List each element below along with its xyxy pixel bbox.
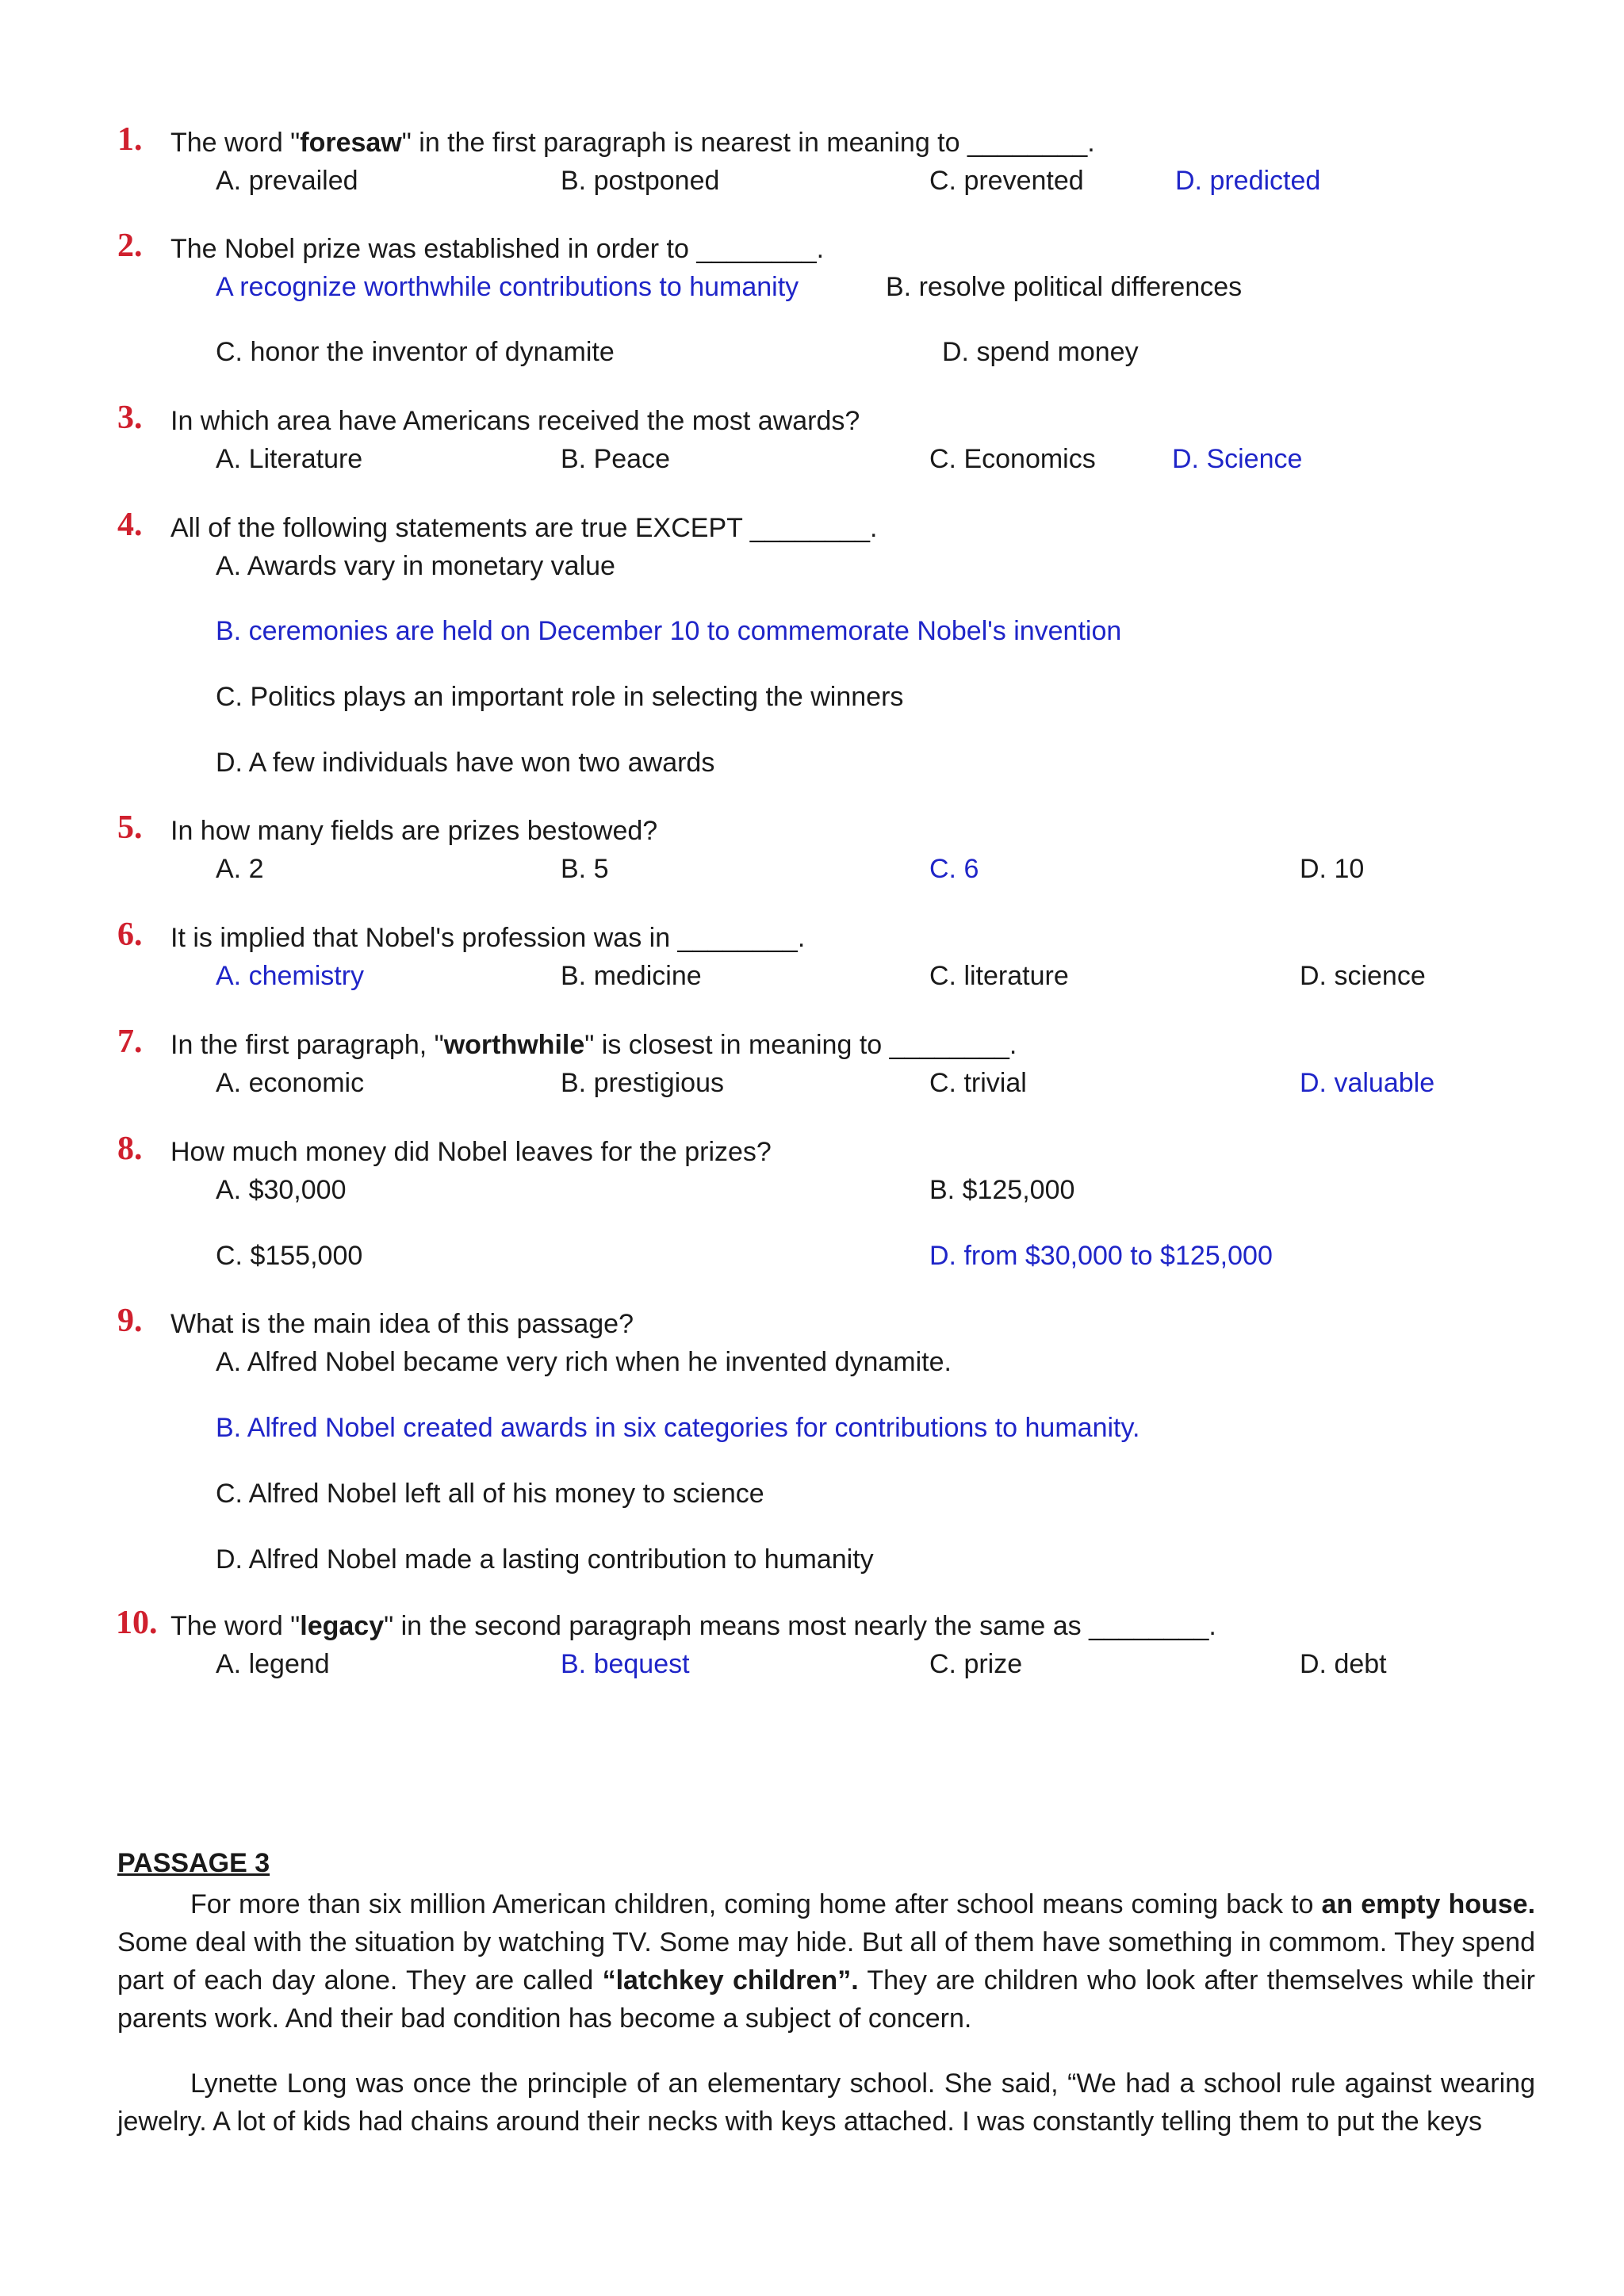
option-d: D. science bbox=[1300, 961, 1426, 991]
emphasis-text: an empty house. bbox=[1321, 1889, 1536, 1919]
option-d: D. A few individuals have won two awards bbox=[216, 748, 715, 778]
option-d-correct: D. Science bbox=[1172, 444, 1303, 474]
question-7 bbox=[117, 1026, 1545, 1102]
option-a: A. 2 bbox=[216, 854, 264, 884]
option-b: B. 5 bbox=[561, 854, 609, 884]
question-number: 3. bbox=[117, 400, 143, 436]
option-c: C. Alfred Nobel left all of his money to science bbox=[216, 1479, 764, 1509]
option-b-correct: B. ceremonies are held on December 10 to commemorate Nobel's invention bbox=[216, 616, 1122, 646]
option-d-correct: D. predicted bbox=[1175, 166, 1321, 196]
option-a-correct: A. chemistry bbox=[216, 961, 365, 991]
question-number: 1. bbox=[117, 121, 143, 158]
question-1 bbox=[117, 121, 1545, 200]
option-c: C. literature bbox=[929, 961, 1069, 991]
emphasis-text: “latchkey children”. bbox=[602, 1965, 859, 1996]
question-number: 9. bbox=[117, 1303, 143, 1339]
option-b-correct: B. bequest bbox=[561, 1649, 690, 1679]
option-c: C. $155,000 bbox=[216, 1241, 363, 1271]
question-stem: It is implied that Nobel's profession was in ________. bbox=[170, 923, 806, 953]
option-b: B. medicine bbox=[561, 961, 702, 991]
question-stem: The word "legacy" in the second paragraph means most nearly the same as ________. bbox=[170, 1611, 1216, 1641]
question-6 bbox=[117, 916, 1545, 995]
question-stem: In the first paragraph, "worthwhile" is closest in meaning to ________. bbox=[170, 1030, 1017, 1060]
passage-title: PASSAGE 3 bbox=[117, 1848, 270, 1878]
passage-paragraph-1: For more than six million American children, coming home after school means coming back to an empty house. Some deal with the situation by watching TV. Some may hide. But all of them have something in commom. They spend part of each day alone. They are called “latchkey children”. They are children who look after themselves while their parents work. And their bad condition has become a subject of concern. bbox=[117, 1889, 1536, 2034]
option-d-correct: D. from $30,000 to $125,000 bbox=[929, 1241, 1273, 1271]
question-number: 10. bbox=[116, 1605, 158, 1641]
question-stem: In how many fields are prizes bestowed? bbox=[170, 816, 658, 846]
question-number: 4. bbox=[117, 507, 143, 543]
option-c: C. prevented bbox=[929, 166, 1084, 196]
option-b: B. Peace bbox=[561, 444, 670, 474]
option-d: D. 10 bbox=[1300, 854, 1365, 884]
question-5 bbox=[117, 809, 1545, 888]
option-c: C. honor the inventor of dynamite bbox=[216, 337, 615, 367]
option-a: A. Literature bbox=[216, 444, 363, 474]
option-a: A. legend bbox=[216, 1649, 330, 1679]
question-number: 6. bbox=[117, 916, 143, 953]
option-c: C. Economics bbox=[929, 444, 1096, 474]
option-d: D. Alfred Nobel made a lasting contribution to humanity bbox=[216, 1544, 874, 1575]
option-b-correct: B. Alfred Nobel created awards in six categories for contributions to humanity. bbox=[216, 1413, 1140, 1443]
option-d: D. spend money bbox=[942, 337, 1139, 367]
option-b: B. resolve political differences bbox=[886, 272, 1243, 302]
option-a-correct: A recognize worthwhile contributions to humanity bbox=[216, 272, 799, 302]
question-3 bbox=[117, 402, 1545, 478]
option-b: B. prestigious bbox=[561, 1068, 724, 1098]
question-8 bbox=[117, 1133, 1545, 1275]
question-number: 8. bbox=[117, 1131, 143, 1167]
question-stem: The Nobel prize was established in order to ________. bbox=[170, 234, 825, 264]
question-9 bbox=[117, 1305, 1545, 1578]
option-c: C. trivial bbox=[929, 1068, 1027, 1098]
option-d-correct: D. valuable bbox=[1300, 1068, 1435, 1098]
question-stem: The word "foresaw" in the first paragraph is nearest in meaning to ________. bbox=[170, 128, 1095, 158]
key-word: foresaw bbox=[300, 128, 402, 158]
question-4 bbox=[117, 509, 1545, 782]
option-d: D. debt bbox=[1300, 1649, 1387, 1679]
option-c: C. prize bbox=[929, 1649, 1023, 1679]
option-a: A. Alfred Nobel became very rich when he invented dynamite. bbox=[216, 1347, 952, 1377]
question-number: 5. bbox=[117, 809, 143, 846]
option-c-correct: C. 6 bbox=[929, 854, 979, 884]
option-a: A. $30,000 bbox=[216, 1175, 347, 1205]
question-number: 2. bbox=[117, 228, 143, 264]
question-number: 7. bbox=[117, 1024, 143, 1060]
option-a: A. Awards vary in monetary value bbox=[216, 551, 615, 581]
key-word: worthwhile bbox=[443, 1030, 585, 1060]
question-2 bbox=[117, 230, 1545, 371]
key-word: legacy bbox=[300, 1611, 385, 1641]
question-stem: What is the main idea of this passage? bbox=[170, 1309, 634, 1339]
option-a: A. prevailed bbox=[216, 166, 358, 196]
option-c: C. Politics plays an important role in selecting the winners bbox=[216, 682, 904, 712]
question-stem: How much money did Nobel leaves for the prizes? bbox=[170, 1137, 772, 1167]
question-stem: All of the following statements are true EXCEPT ________. bbox=[170, 513, 878, 543]
option-a: A. economic bbox=[216, 1068, 365, 1098]
option-b: B. postponed bbox=[561, 166, 720, 196]
question-10 bbox=[117, 1607, 1545, 1683]
option-b: B. $125,000 bbox=[929, 1175, 1075, 1205]
passage-paragraph-2: Lynette Long was once the principle of an elementary school. She said, “We had a school rule against wearing jewelry. A lot of kids had chains around their necks with keys attached. I was constantly telling them to put the keys bbox=[117, 2068, 1535, 2137]
question-stem: In which area have Americans received the most awards? bbox=[170, 406, 860, 436]
